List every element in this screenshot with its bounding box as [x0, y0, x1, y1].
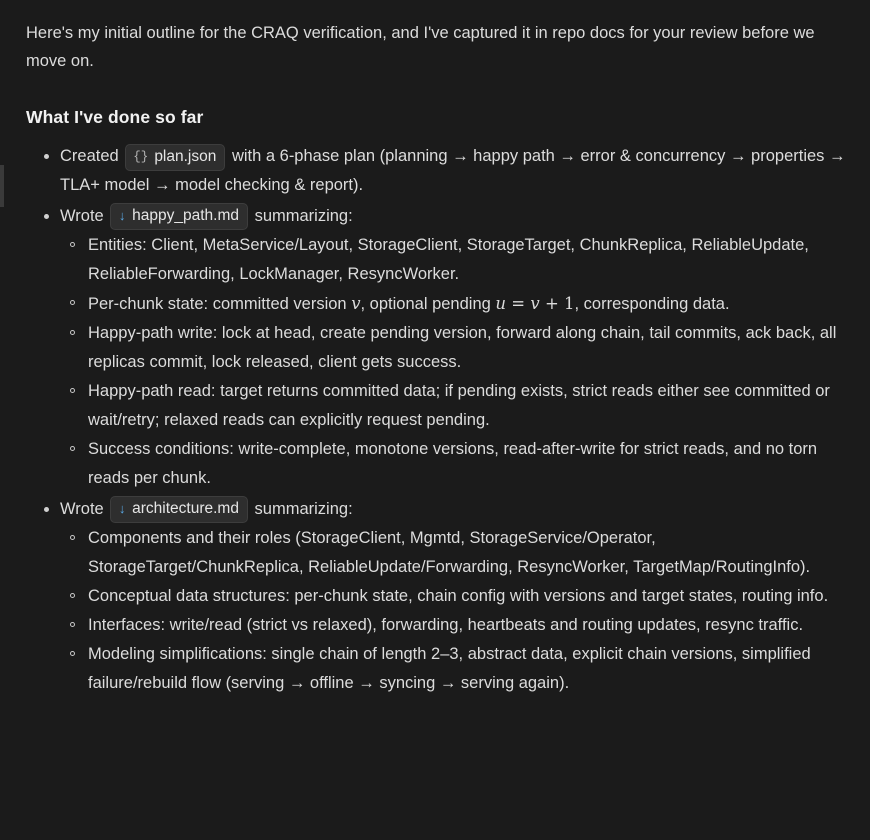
list-item: [60, 377, 846, 435]
sub-bullet-icon: [70, 446, 75, 451]
chip-label: architecture.md: [132, 500, 239, 518]
list-item: [60, 231, 846, 289]
item-tail-text: summarizing:: [254, 206, 353, 225]
happy-path-sublist: [60, 231, 846, 493]
sub-bullet-icon: [70, 242, 75, 247]
chip-label: happy_path.md: [132, 207, 239, 225]
list-item: [60, 640, 846, 698]
math-pending-expression: u = v + 1: [495, 293, 575, 313]
list-item: [26, 202, 846, 493]
list-item: [60, 289, 846, 319]
sub-item-text: Modeling simplifications: single chain of length 2–3, abstract data, explicit chain versions, simplified failure/rebuild flow (serving → offline → syncing → serving again).: [88, 644, 811, 692]
done-so-far-list: [26, 142, 846, 698]
bullet-icon: [44, 214, 49, 219]
item-lead-text: Created: [60, 146, 119, 165]
sub-bullet-icon: [70, 651, 75, 656]
math-committed-version: v: [351, 293, 361, 313]
item-lead-text: Wrote: [60, 206, 104, 225]
sub-bullet-icon: [70, 535, 75, 540]
sub-item-text: Success conditions: write-complete, monotone versions, read-after-write for strict reads, and no torn reads per chunk.: [88, 439, 818, 487]
list-item: [26, 495, 846, 698]
intro-paragraph: Here's my initial outline for the CRAQ verification, and I've captured it in repo docs for your review before we move on.: [26, 23, 815, 70]
sub-bullet-icon: [70, 300, 75, 305]
item-tail-text: with a 6-phase plan (planning → happy path → error & concurrency → properties → TLA+ model → model checking & report).: [60, 146, 846, 194]
architecture-sublist: [60, 524, 846, 698]
plan-json-chip[interactable]: [125, 144, 225, 171]
left-scroll-rail: [0, 17, 4, 840]
list-item: [60, 319, 846, 377]
sub-bullet-icon: [70, 388, 75, 393]
sub-item-text: Components and their roles (StorageClient, Mgmtd, StorageService/Operator, StorageTarget/ChunkReplica, ReliableUpdate/Forwarding, ResyncWorker, TargetMap/RoutingInfo).: [88, 528, 811, 576]
bullet-icon: [44, 154, 49, 159]
architecture-md-chip[interactable]: [110, 496, 248, 523]
scroll-thumb[interactable]: [0, 165, 4, 207]
list-item: [60, 611, 846, 640]
sub-item-text: Per-chunk state: committed version v, optional pending u = v + 1, corresponding data.: [88, 293, 730, 313]
chip-label: plan.json: [154, 147, 217, 165]
markdown-file-icon: ↓: [118, 208, 127, 224]
chat-response-panel: [0, 17, 870, 840]
list-item: [26, 142, 846, 200]
markdown-file-icon: ↓: [118, 501, 127, 517]
sub-item-text: Interfaces: write/read (strict vs relaxed), forwarding, heartbeats and routing updates, resync traffic.: [88, 615, 804, 634]
sub-item-text: Conceptual data structures: per-chunk state, chain config with versions and target states, routing info.: [88, 586, 829, 605]
list-item: [60, 524, 846, 582]
sub-bullet-icon: [70, 622, 75, 627]
json-file-icon: {}: [133, 149, 149, 164]
item-lead-text: Wrote: [60, 499, 104, 518]
sub-bullet-icon: [70, 330, 75, 335]
happy-path-md-chip[interactable]: [110, 203, 248, 230]
list-item: [60, 435, 846, 493]
bullet-icon: [44, 507, 49, 512]
sub-item-text: Entities: Client, MetaService/Layout, StorageClient, StorageTarget, ChunkReplica, ReliableUpdate, ReliableForwarding, LockManager, ResyncWorker.: [88, 235, 809, 283]
section-heading: What I've done so far: [26, 106, 204, 127]
item-tail-text: summarizing:: [254, 499, 353, 518]
sub-item-text: Happy-path write: lock at head, create pending version, forward along chain, tail commits, ack back, all replicas commit, lock released, client gets success.: [88, 323, 837, 371]
sub-item-text: Happy-path read: target returns committed data; if pending exists, strict reads either see committed or wait/retry; relaxed reads can explicitly request pending.: [88, 381, 830, 429]
sub-bullet-icon: [70, 593, 75, 598]
list-item: [60, 582, 846, 611]
